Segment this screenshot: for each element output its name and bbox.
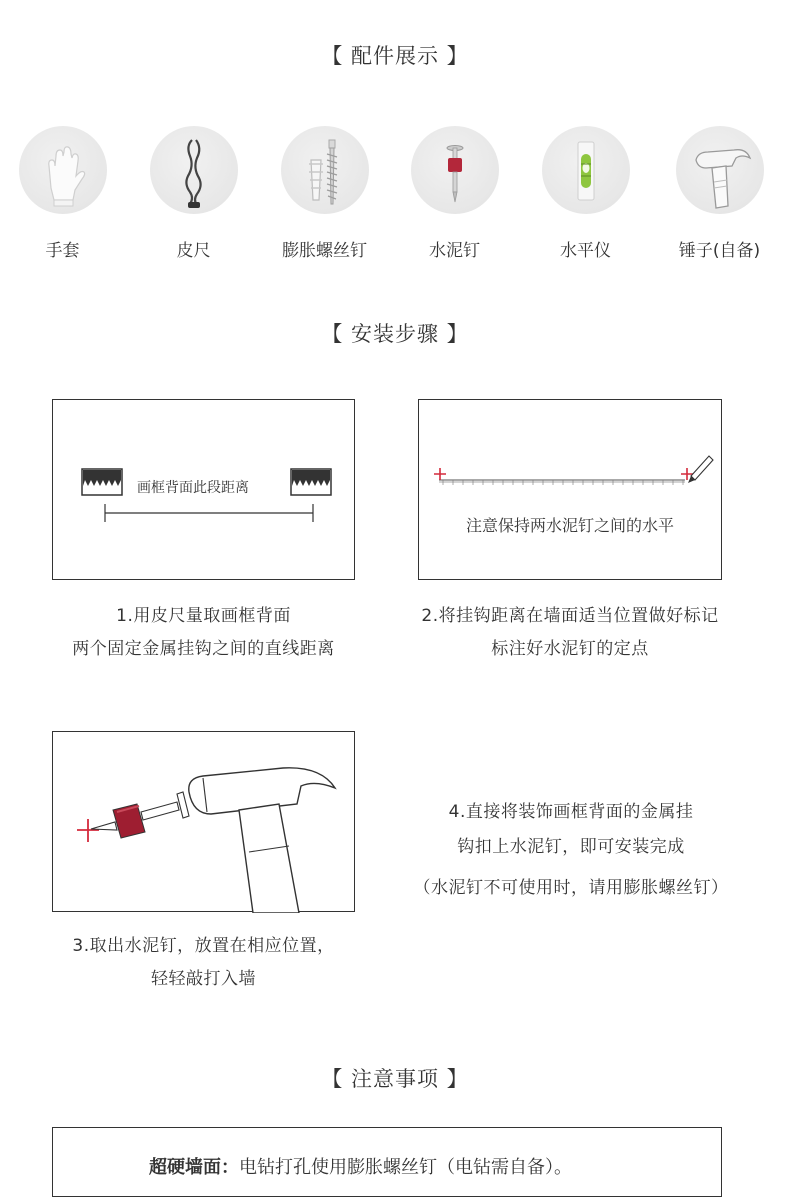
step4-caption (386, 795, 756, 906)
step1-caption-line2: 两个固定金属挂钩之间的直线距离 (72, 639, 335, 659)
step2-caption (390, 600, 750, 666)
accessory-label: 锤子(自备) (678, 241, 761, 261)
step3-diagram (52, 731, 355, 912)
notes-text: 电钻打孔使用膨胀螺丝钉（电钻需自备）。 (239, 1157, 572, 1178)
tape-measure-icon (150, 126, 238, 214)
step2-caption-line1: 2.将挂钩距离在墙面适当位置做好标记 (421, 606, 719, 626)
notes-label: 超硬墙面： (149, 1157, 239, 1178)
spirit-level-icon (542, 126, 630, 214)
accessories-section-title: 【 配件展示 】 (321, 44, 469, 68)
notes-box (52, 1127, 722, 1197)
accessory-label: 水泥钉 (429, 241, 480, 261)
step4-caption-line1: 4.直接将装饰画框背面的金属挂 (448, 802, 694, 822)
glove-icon (19, 126, 107, 214)
step1-diagram (52, 399, 355, 580)
notes-section-title: 【 注意事项 】 (321, 1067, 469, 1091)
step2-caption-line2: 标注好水泥钉的定点 (491, 639, 649, 659)
step4-caption-line3: （水泥钉不可使用时，请用膨胀螺丝钉） (413, 878, 729, 898)
cement-nail-icon (411, 126, 499, 214)
step3-caption-line2: 轻轻敲打入墙 (151, 969, 256, 989)
accessory-label: 手套 (45, 241, 80, 261)
accessory-expansion-screw (259, 126, 390, 261)
hammer-icon (676, 126, 764, 214)
step1-caption (30, 600, 377, 666)
notes-line (149, 1153, 572, 1179)
step2-diagram (418, 399, 722, 580)
hammer-nail-diagram (53, 732, 356, 913)
accessory-spirit-level (520, 126, 651, 261)
accessory-glove (0, 126, 128, 261)
accessory-hammer (654, 126, 785, 261)
accessory-label: 膨胀螺丝钉 (282, 241, 367, 261)
steps-section-title: 【 安装步骤 】 (321, 322, 469, 346)
level-marking-diagram (419, 400, 723, 581)
step2-diagram-label: 注意保持两水泥钉之间的水平 (465, 516, 674, 535)
accessory-label: 皮尺 (176, 241, 211, 261)
accessory-cement-nail (389, 126, 520, 261)
step3-caption (30, 930, 377, 996)
expansion-screw-icon (281, 126, 369, 214)
step1-caption-line1: 1.用皮尺量取画框背面 (116, 606, 291, 626)
step4-caption-line2: 钩扣上水泥钉，即可安装完成 (457, 837, 685, 857)
step1-diagram-label: 画框背面此段距离 (137, 480, 249, 496)
accessory-tape-measure (128, 126, 259, 261)
step3-caption-line1: 3.取出水泥钉，放置在相应位置， (72, 936, 335, 956)
accessory-label: 水平仪 (560, 241, 611, 261)
